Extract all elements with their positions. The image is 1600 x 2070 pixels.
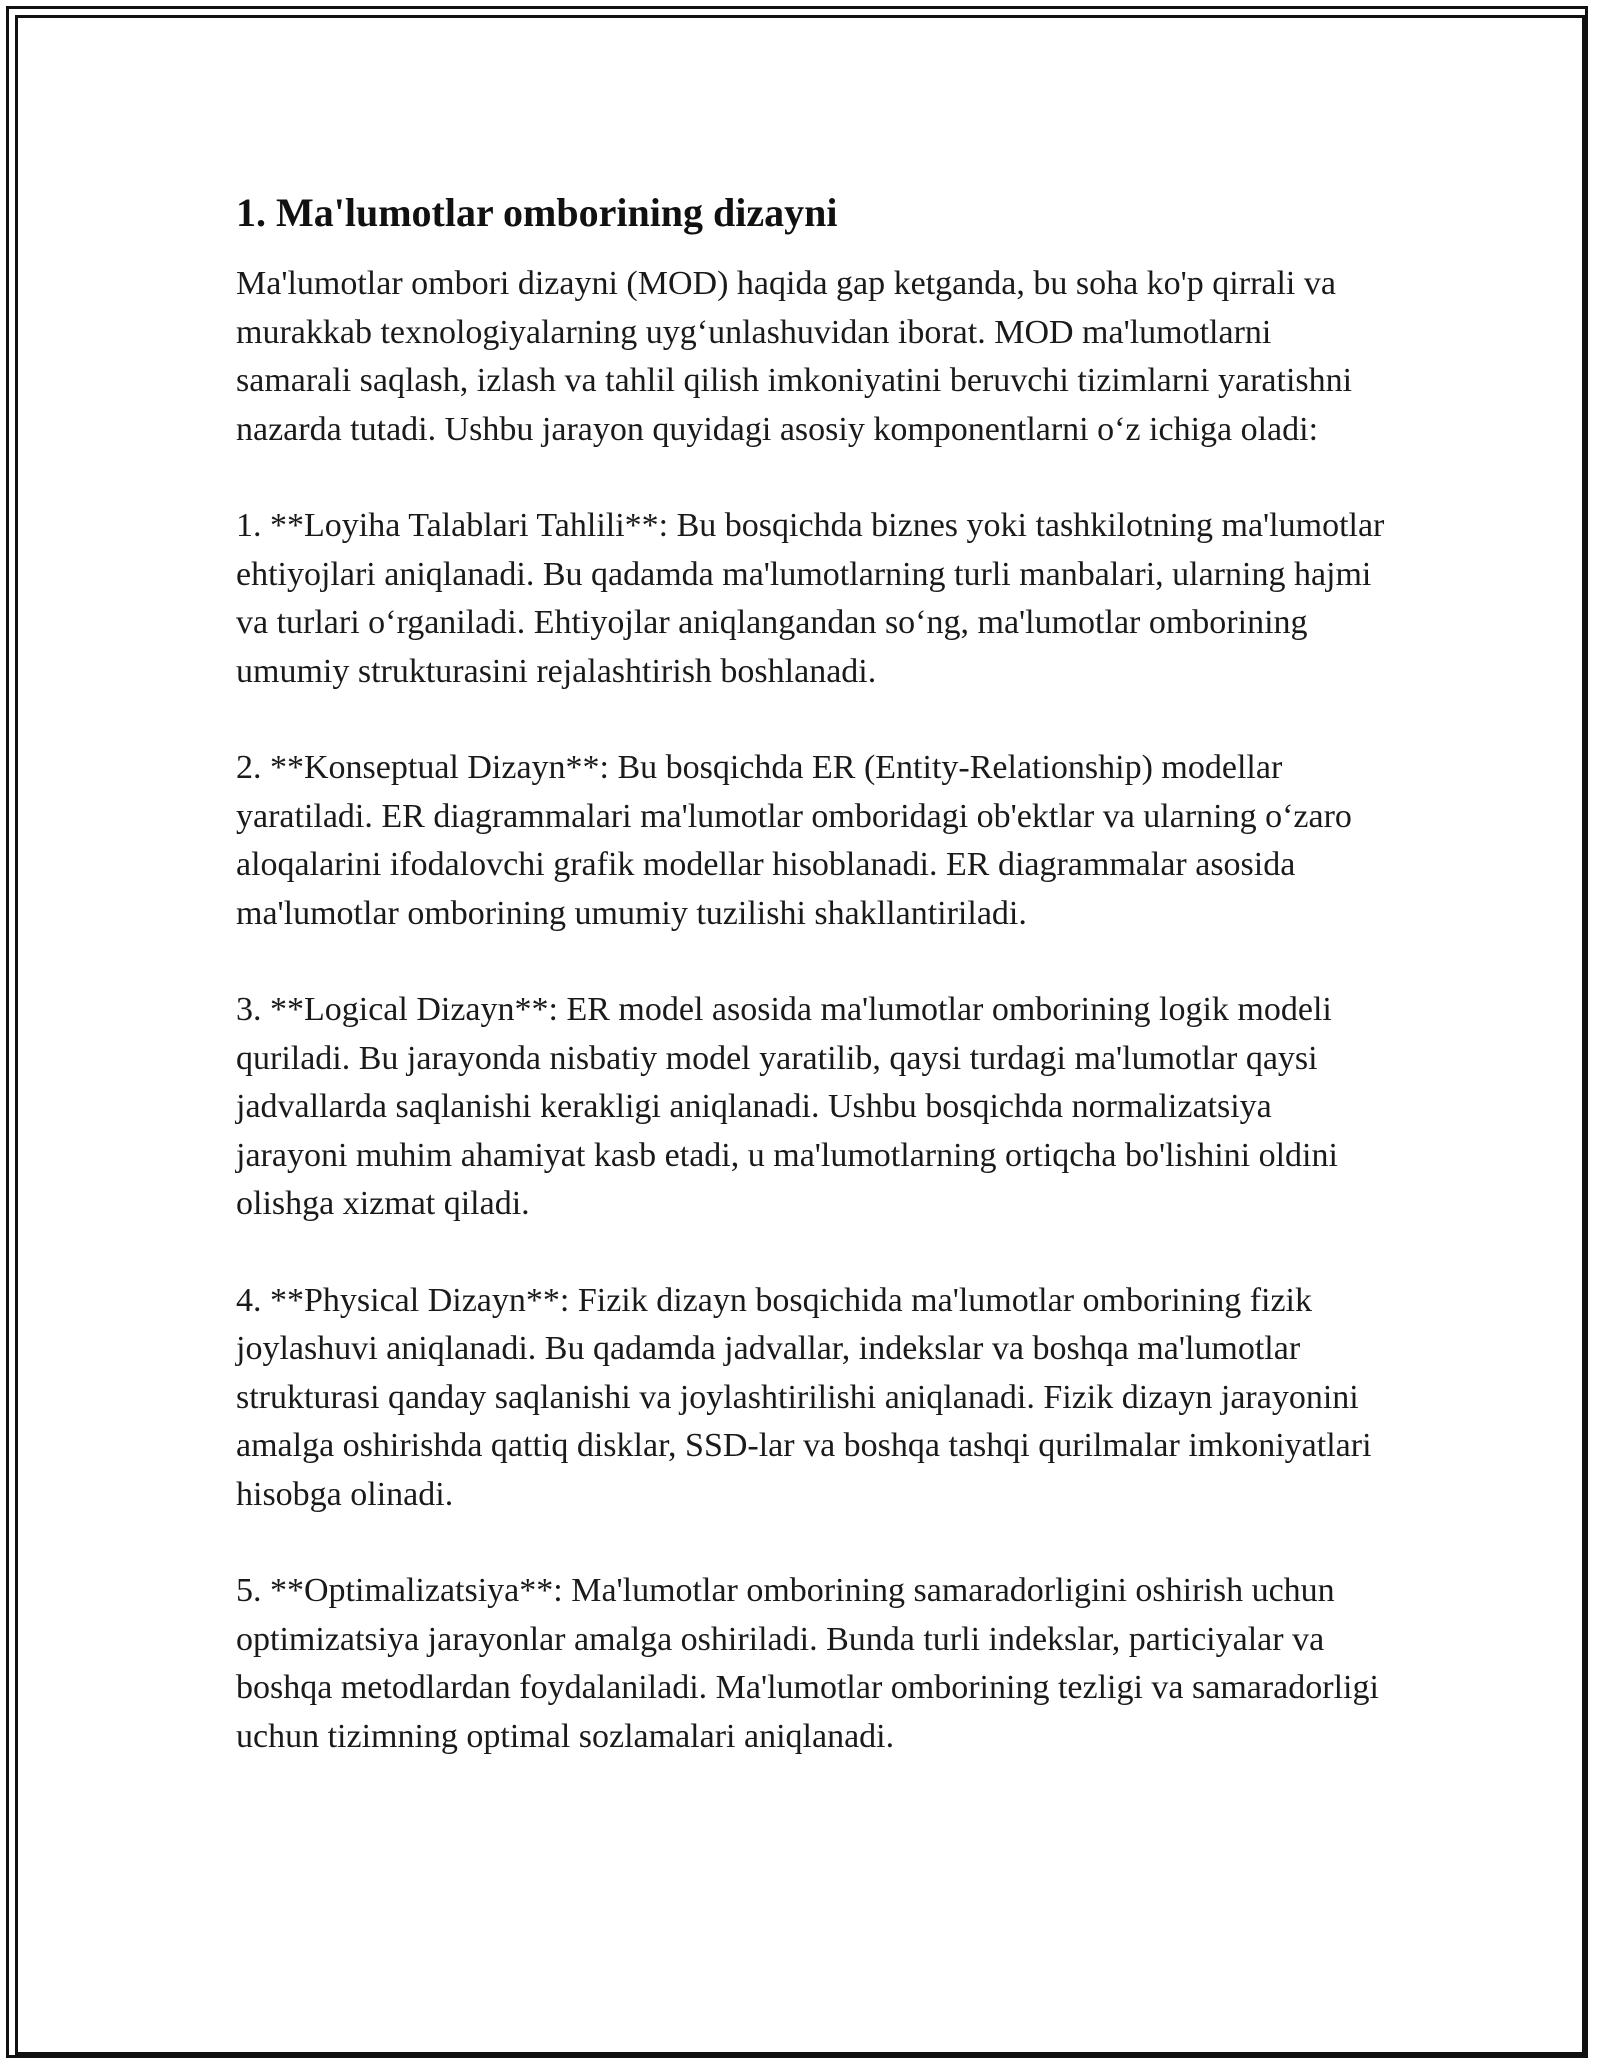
section-paragraph-3: 3. **Logical Dizayn**: ER model asosida ma'lumotlar omborining logik modeli quriladi. Bu jarayonda nisbatiy model yaratilib, qaysi turdagi ma'lumotlar qaysi jadvallarda saqlanishi kerakligi aniqlanadi. Ushbu bosqichda normalizatsiya jarayoni muhim ahamiyat kasb etadi, u ma'lumotlarning ortiqcha bo'lishini oldini olishga xizmat qiladi. (236, 991, 1338, 1222)
document-body (236, 186, 1386, 1809)
section-paragraph-5: 5. **Optimalizatsiya**: Ma'lumotlar omborining samaradorligini oshirish uchun optimizatsiya jarayonlar amalga oshiriladi. Bunda turli indekslar, particiyalar va boshqa metodlardan foydalaniladi. Ma'lumotlar omborining tezligi va samaradorligi uchun tizimning optimal sozlamalari aniqlanadi. (236, 1572, 1379, 1755)
intro-paragraph: Ma'lumotlar ombori dizayni (MOD) haqida gap ketganda, bu soha ko'p qirrali va murakkab texnologiyalarning uyg‘unlashuvidan iborat. MOD ma'lumotlarni samarali saqlash, izlash va tahlil qilish imkoniyatini beruvchi tizimlarni yaratishni nazarda tutadi. Ushbu jarayon quyidagi asosiy komponentlarni o‘z ichiga oladi: (236, 265, 1353, 448)
section-paragraph-4: 4. **Physical Dizayn**: Fizik dizayn bosqichida ma'lumotlar omborining fizik joylashuvi aniqlanadi. Bu qadamda jadvallar, indekslar va boshqa ma'lumotlar strukturasi qanday saqlanishi va joylashtirilishi aniqlanadi. Fizik dizayn jarayonini amalga oshirishda qattiq disklar, SSD-lar va boshqa tashqi qurilmalar imkoniyatlari hisobga olinadi. (236, 1281, 1372, 1513)
document-title: 1. Ma'lumotlar omborining dizayni (236, 190, 838, 235)
section-paragraph-2: 2. **Konseptual Dizayn**: Bu bosqichda ER (Entity-Relationship) modellar yaratiladi. ER diagrammalari ma'lumotlar omboridagi ob'ektlar va ularning o‘zaro aloqalarini ifodalovchi grafik modellar hisoblanadi. ER diagrammalar asosida ma'lumotlar omborining umumiy tuzilishi shakllantiriladi. (236, 749, 1352, 932)
section-paragraph-1: 1. **Loyiha Talablari Tahlili**: Bu bosqichda biznes yoki tashkilotning ma'lumotlar ehtiyojlari aniqlanadi. Bu qadamda ma'lumotlarning turli manbalari, ularning hajmi va turlari o‘rganiladi. Ehtiyojlar aniqlangandan so‘ng, ma'lumotlar omborining umumiy strukturasini rejalashtirish boshlanadi. (236, 507, 1385, 690)
